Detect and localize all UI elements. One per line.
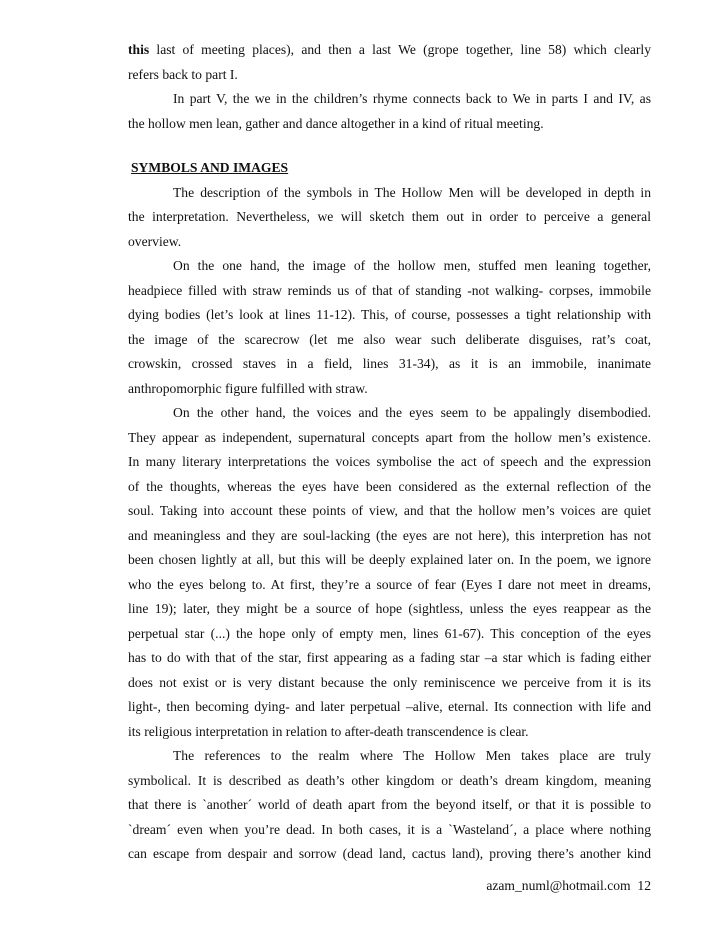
section-heading: SYMBOLS AND IMAGES	[131, 160, 289, 175]
footer-email: azam_numl@hotmail.com	[486, 878, 631, 893]
paragraph-line: perpetual star (...) the hope only of empty men, lines 61-67). This conception of the eyes	[128, 625, 651, 641]
paragraph-line: and meaningless and they are soul-lacking (the eyes are not here), this interpretion has not	[128, 527, 651, 543]
document-page	[128, 38, 651, 867]
paragraph-line: line 19); later, they might be a source of hope (sightless, unless the eyes reappear as the	[128, 601, 651, 616]
paragraph-line: light-, then becoming dying- and later perpetual –alive, eternal. Its connection with life and	[128, 699, 651, 714]
paragraph-line: refers back to part I.	[128, 66, 238, 82]
paragraph-line: this last of meeting places), and then a last We (grope together, line 58) which clearly	[128, 42, 651, 57]
paragraph-line: In part V, the we in the children’s rhyme connects back to We in parts I and IV, as	[173, 91, 651, 106]
paragraph-line: On the one hand, the image of the hollow men, stuffed men leaning together,	[173, 258, 651, 273]
page-number: 12	[637, 878, 651, 893]
paragraph-line: of the thoughts, whereas the eyes have been considered as the external reflection of the	[128, 478, 651, 494]
paragraph-line: been chosen lightly at all, but this will be deeply explained later on. In the poem, we ignore	[128, 552, 651, 567]
bold-lead-word: this	[128, 42, 150, 57]
paragraph-line: the hollow men lean, gather and dance altogether in a kind of ritual meeting.	[128, 115, 544, 131]
paragraph-line: soul. Taking into account these points of view, and that the hollow men’s voices are quiet	[128, 503, 651, 518]
paragraph-line: has to do with that of the star, first appearing as a fading star –a star which is fading either	[128, 650, 651, 665]
paragraph-line: that there is `another´ world of death apart from the beyond itself, or that it is possible to	[128, 797, 651, 812]
paragraph-line: does not exist or is very distant because the only reminiscence we perceive from it is its	[128, 674, 651, 690]
paragraph-line: crowskin, crossed staves in a field, lines 31-34), as it is an immobile, inanimate	[128, 356, 651, 371]
paragraph-line: the interpretation. Nevertheless, we will sketch them out in order to perceive a general	[128, 209, 651, 224]
paragraph-line: dying bodies (let’s look at lines 11-12). This, of course, possesses a tight relationship with	[128, 307, 651, 322]
paragraph-line: They appear as independent, supernatural concepts apart from the hollow men’s existence.	[128, 429, 651, 445]
paragraph-line: anthropomorphic figure fulfilled with straw.	[128, 380, 368, 396]
paragraph-line: The description of the symbols in The Hollow Men will be developed in depth in	[173, 184, 651, 200]
paragraph-line: the image of the scarecrow (let me also wear such deliberate disguises, rat’s coat,	[128, 331, 651, 347]
paragraph-line: headpiece filled with straw reminds us of that of standing -not walking- corpses, immobile	[128, 282, 651, 298]
paragraph-line: its religious interpretation in relation to after-death transcendence is clear.	[128, 723, 529, 739]
page-footer	[0, 876, 651, 896]
paragraph-line: On the other hand, the voices and the eyes seem to be appalingly disembodied.	[173, 405, 651, 420]
paragraph-line: can escape from despair and sorrow (dead land, cactus land), proving there’s another kind	[128, 846, 651, 861]
section-gap	[128, 136, 651, 156]
paragraph-line: overview.	[128, 233, 182, 249]
paragraph-line: who the eyes belong to. At first, they’re a source of fear (Eyes I dare not meet in dreams,	[128, 576, 651, 592]
paragraph-line: In many literary interpretations the voices symbolise the act of speech and the expression	[128, 454, 651, 469]
paragraph-line: `dream´ even when you’re dead. In both cases, it is a `Wasteland´, a place where nothing	[128, 821, 651, 837]
paragraph-line: symbolical. It is described as death’s other kingdom or death’s dream kingdom, meaning	[128, 772, 651, 788]
paragraph-line: The references to the realm where The Hollow Men takes place are truly	[173, 748, 651, 763]
